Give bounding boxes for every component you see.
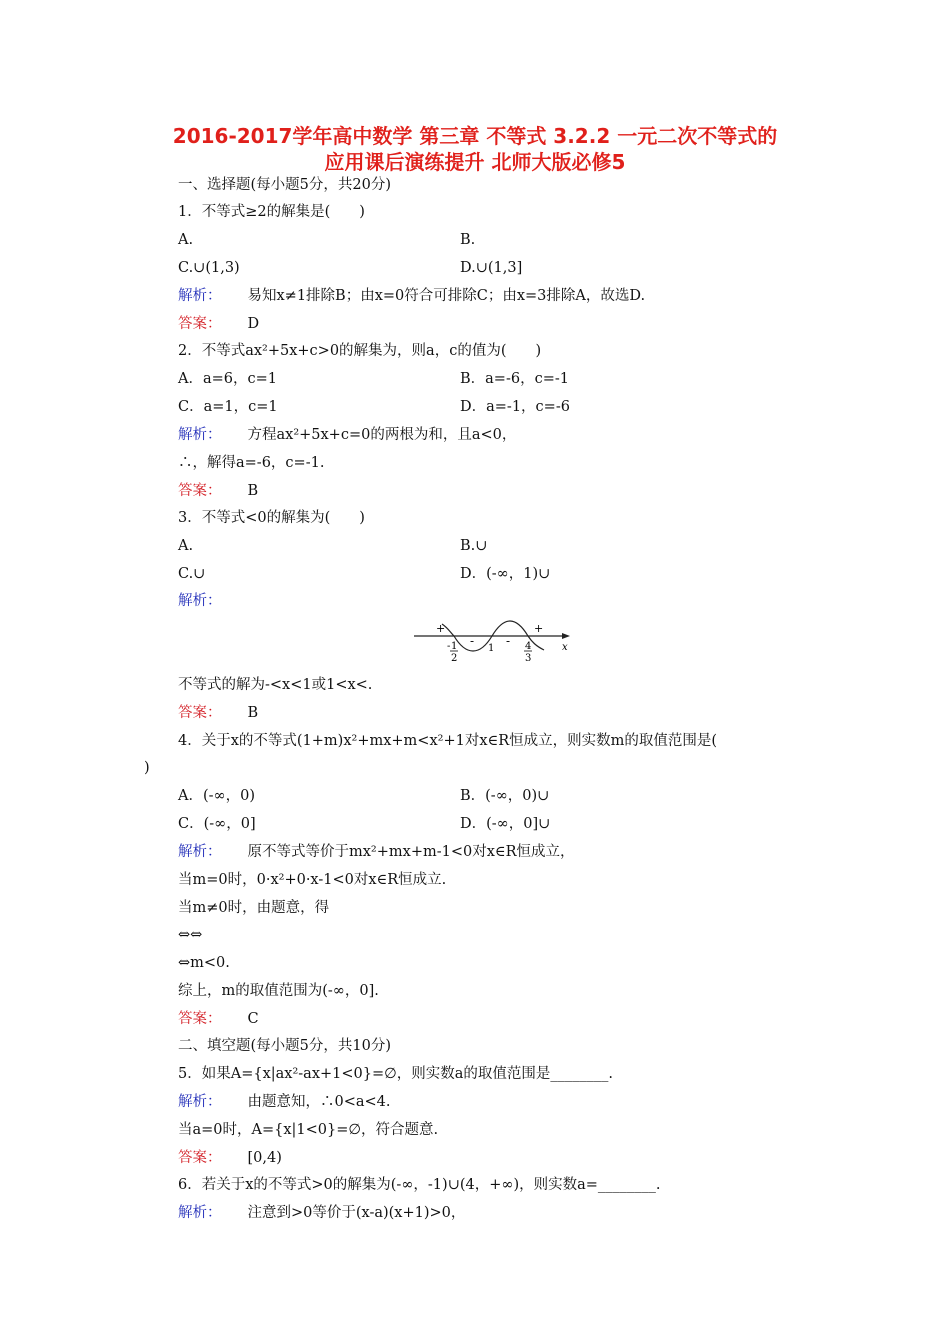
document-title-line-1: 2016-2017学年高中数学 第三章 不等式 3.2.2 一元二次不等式的 [172, 124, 778, 148]
q3-option-d: D．(-∞，1)∪ [460, 566, 551, 582]
q6-analysis [178, 1204, 465, 1222]
sign-minus-right: - [506, 634, 511, 648]
root-one-label: 1 [488, 643, 495, 654]
answer-label: 答案： [178, 1011, 222, 1027]
section-heading-choice: 一、选择题(每小题5分，共20分) [178, 177, 391, 193]
q4-stem-tail: ) [144, 760, 150, 776]
document-title-line-2: 应用课后演练提升 北师大版必修5 [324, 150, 626, 174]
q4-analysis-line-2: 当m=0时，0·x²+0·x-1<0对x∈R恒成立. [178, 872, 447, 888]
answer-label: 答案： [178, 705, 222, 721]
q5-analysis [178, 1093, 391, 1111]
q1-answer-value: D [247, 316, 260, 332]
q5-stem: 5．如果A={x|ax²-ax+1<0}=∅，则实数a的取值范围是________. [178, 1066, 613, 1082]
number-line-arrow [562, 633, 570, 639]
analysis-label: 解析： [178, 1094, 222, 1110]
q2-option-a: A．a=6，c=1 [178, 371, 277, 387]
q4-analysis [178, 843, 575, 861]
q1-analysis-text: 易知x≠1排除B；由x=0符合可排除C；由x=3排除A，故选D. [247, 288, 646, 304]
q2-analysis-text: 方程ax²+5x+c=0的两根为和，且a<0， [247, 427, 517, 443]
q3-option-a: A. [178, 538, 194, 554]
q1-option-d: D.∪(1,3] [460, 260, 523, 276]
q4-answer-value: C [247, 1011, 259, 1027]
q2-analysis-line-2: ∴，解得a=-6，c=-1. [178, 455, 325, 471]
q4-answer [178, 1010, 259, 1028]
q2-option-c: C．a=1，c=1 [178, 399, 278, 415]
q1-option-a: A. [178, 232, 194, 248]
q2-stem: 2．不等式ax²+5x+c>0的解集为，则a，c的值为( ) [178, 343, 542, 359]
analysis-label: 解析： [178, 288, 222, 304]
q4-option-a: A．(-∞，0) [178, 788, 255, 804]
answer-label: 答案： [178, 483, 222, 499]
q3-option-b: B.∪ [460, 538, 488, 554]
q1-option-c: C.∪(1,3) [178, 260, 240, 276]
q2-analysis [178, 426, 516, 444]
q1-answer [178, 315, 259, 333]
q3-answer [178, 704, 258, 722]
q5-analysis-line-2: 当a=0时，A={x|1<0}=∅，符合题意. [178, 1122, 439, 1138]
q5-analysis-text: 由题意知，∴0<a<4. [247, 1094, 391, 1110]
q3-option-c: C.∪ [178, 566, 206, 582]
q1-stem: 1．不等式≥2的解集是( ) [178, 204, 365, 220]
q4-analysis-line-5: ⇔m<0. [178, 955, 230, 971]
sign-minus-mid: - [470, 634, 475, 648]
sign-plus-right: + [534, 622, 544, 635]
root-four-thirds-numerator: 4 [525, 641, 532, 652]
q2-option-b: B．a=-6，c=-1 [460, 371, 569, 387]
q4-analysis-line-3: 当m≠0时，由题意，得 [178, 900, 330, 916]
q3-analysis [178, 592, 222, 610]
analysis-label: 解析： [178, 593, 222, 609]
q1-analysis [178, 287, 645, 305]
analysis-label: 解析： [178, 427, 222, 443]
q4-analysis-line-6: 综上，m的取值范围为(-∞，0]. [178, 983, 379, 999]
q5-answer-value: [0,4) [247, 1150, 282, 1166]
q3-answer-value: B [247, 705, 259, 721]
sign-plus-left: + [436, 622, 446, 635]
q4-option-c: C．(-∞，0] [178, 816, 256, 832]
q4-analysis-text: 原不等式等价于mx²+mx+m-1<0对x∈R恒成立， [247, 844, 575, 860]
q2-answer-value: B [247, 483, 259, 499]
q1-option-b: B. [460, 232, 476, 248]
q2-answer [178, 482, 258, 500]
section-heading-fill: 二、填空题(每小题5分，共10分) [178, 1038, 391, 1054]
q4-option-b: B．(-∞，0)∪ [460, 788, 550, 804]
analysis-label: 解析： [178, 844, 222, 860]
root-four-thirds-denominator: 3 [525, 653, 532, 664]
axis-x-label: x [562, 642, 568, 653]
answer-label: 答案： [178, 316, 222, 332]
q3-conclusion: 不等式的解为-<x<1或1<x<. [178, 677, 373, 693]
q4-option-d: D．(-∞，0]∪ [460, 816, 551, 832]
q6-analysis-text: 注意到>0等价于(x-a)(x+1)>0， [247, 1205, 466, 1221]
q2-option-d: D．a=-1，c=-6 [460, 399, 570, 415]
q6-stem: 6．若关于x的不等式>0的解集为(-∞，-1)∪(4，+∞)，则实数a=________. [178, 1177, 661, 1193]
q4-stem: 4．关于x的不等式(1+m)x²+mx+m<x²+1对x∈R恒成立，则实数m的取值范围是( [178, 733, 718, 749]
root-neg-sign: - [447, 641, 451, 652]
root-half-denominator: 2 [451, 653, 458, 664]
sign-chart-figure [410, 618, 576, 668]
root-half-numerator: 1 [451, 641, 458, 652]
q5-answer [178, 1149, 282, 1167]
q4-analysis-line-4: ⇔⇔ [178, 927, 203, 943]
analysis-label: 解析： [178, 1205, 222, 1221]
answer-label: 答案： [178, 1150, 222, 1166]
q3-stem: 3．不等式<0的解集为( ) [178, 510, 365, 526]
